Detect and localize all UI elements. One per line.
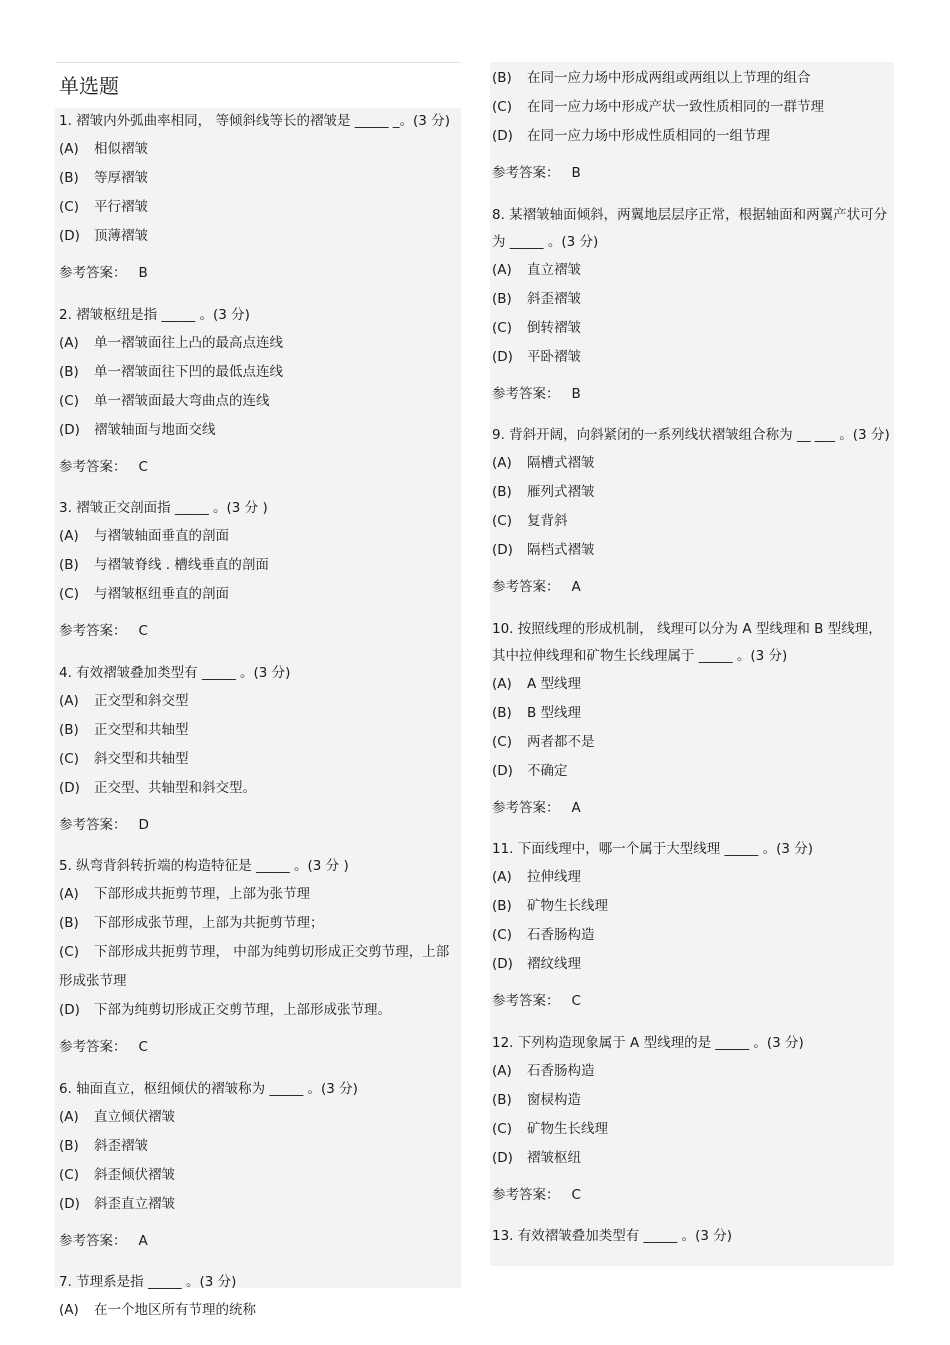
option-letter: (A) xyxy=(492,261,512,278)
answer-label: 参考答案： xyxy=(59,1232,127,1249)
option-text: 下部形成张节理，上部为共扼剪节理； xyxy=(94,915,324,931)
answer-option xyxy=(59,880,457,909)
option-letter: (D) xyxy=(492,128,513,144)
answer-label: 参考答案： xyxy=(59,816,127,833)
option-text: 褶纹线理 xyxy=(527,956,581,972)
reference-answer xyxy=(59,453,457,482)
option-letter: (D) xyxy=(59,228,80,244)
option-letter: (A) xyxy=(59,528,79,544)
reference-answer xyxy=(492,987,892,1016)
answer-option xyxy=(492,670,892,699)
question-block xyxy=(59,853,457,1062)
option-letter: (D) xyxy=(59,1195,80,1212)
answer-option xyxy=(492,314,892,343)
option-text: 在同一应力场中形成产状一致性质相同的一群节理 xyxy=(527,99,824,115)
question-block xyxy=(59,660,457,840)
option-text: 单一褶皱面往上凸的最高点连线 xyxy=(94,334,283,351)
question-stem: 1. 褶皱内外弧曲率相同， 等倾斜线等长的褶皱是 _____ _。(3 分) xyxy=(59,113,450,129)
answer-label: 参考答案： xyxy=(492,165,560,181)
option-text: 与褶皱脊线 . 槽线垂直的剖面 xyxy=(94,557,269,573)
answer-option xyxy=(59,358,457,387)
option-letter: (B) xyxy=(492,898,512,914)
option-text: 等厚褶皱 xyxy=(94,170,148,186)
question-stem: 2. 褶皱枢纽是指 _____ 。(3 分) xyxy=(59,306,250,323)
question-block xyxy=(59,1269,457,1325)
reference-answer xyxy=(492,794,892,823)
option-letter: (A) xyxy=(492,455,512,471)
answer-option xyxy=(59,745,457,774)
answer-value: B xyxy=(138,265,148,281)
question-stem: 4. 有效褶皱叠加类型有 _____ 。(3 分) xyxy=(59,664,291,681)
option-letter: (D) xyxy=(59,421,80,438)
answer-option xyxy=(59,1296,457,1325)
answer-option xyxy=(59,193,457,222)
answer-option xyxy=(59,580,457,609)
right-question-list xyxy=(492,62,892,1250)
option-letter: (D) xyxy=(59,1002,80,1018)
option-letter: (C) xyxy=(492,99,512,115)
option-letter: (B) xyxy=(59,557,79,573)
question-stem: 5. 纵弯背斜转折端的构造特征是 _____ 。(3 分 ) xyxy=(59,858,349,874)
answer-option xyxy=(492,1115,892,1144)
option-text: 矿物生长线理 xyxy=(527,898,608,914)
option-letter: (C) xyxy=(492,513,512,529)
answer-option xyxy=(59,909,457,938)
answer-option xyxy=(492,93,892,122)
option-letter: (C) xyxy=(59,944,79,960)
answer-option xyxy=(492,256,892,285)
option-letter: (C) xyxy=(59,392,79,409)
answer-option xyxy=(492,536,892,565)
answer-option xyxy=(492,1057,892,1086)
option-letter: (B) xyxy=(492,484,512,500)
option-letter: (C) xyxy=(59,1166,79,1183)
reference-answer xyxy=(492,573,892,602)
option-letter: (B) xyxy=(59,363,79,380)
answer-option xyxy=(492,343,892,372)
option-text: 雁列式褶皱 xyxy=(527,484,595,500)
question-stem: 11. 下面线理中，哪一个属于大型线理 _____ 。(3 分) xyxy=(492,841,814,857)
option-letter: (B) xyxy=(492,70,512,86)
option-text: 不确定 xyxy=(527,762,568,779)
option-letter: (B) xyxy=(492,290,512,307)
answer-option xyxy=(492,699,892,728)
option-text: 矿物生长线理 xyxy=(527,1120,608,1137)
reference-answer xyxy=(59,259,457,288)
answer-option xyxy=(59,1161,457,1190)
option-text: 平行褶皱 xyxy=(94,199,148,215)
reference-answer xyxy=(492,159,892,188)
option-letter: (A) xyxy=(59,692,79,709)
answer-label: 参考答案： xyxy=(492,385,560,402)
answer-option xyxy=(59,938,457,996)
right-column xyxy=(490,62,894,1266)
option-text: 与褶皱枢纽垂直的剖面 xyxy=(94,586,229,602)
answer-option xyxy=(492,757,892,786)
question-block xyxy=(59,108,457,288)
option-letter: (C) xyxy=(492,1120,512,1137)
answer-value: B xyxy=(571,385,581,402)
answer-option xyxy=(59,551,457,580)
answer-option xyxy=(59,222,457,251)
reference-answer xyxy=(492,380,892,409)
question-stem: 9. 背斜开阔，向斜紧闭的一系列线状褶皱组合称为 __ ___ 。(3 分) xyxy=(492,427,890,443)
question-block xyxy=(492,836,892,1016)
option-letter: (B) xyxy=(59,1137,79,1154)
option-text: 斜歪褶皱 xyxy=(527,290,581,307)
reference-answer xyxy=(59,811,457,840)
option-text: 下部为纯剪切形成正交剪节理，上部形成张节理。 xyxy=(94,1002,391,1018)
answer-option xyxy=(59,716,457,745)
option-letter: (D) xyxy=(492,762,513,779)
option-text: 斜歪褶皱 xyxy=(94,1137,148,1154)
answer-value: C xyxy=(138,458,148,475)
option-text: 在同一应力场中形成性质相同的一组节理 xyxy=(527,128,770,144)
answer-option xyxy=(59,164,457,193)
option-text: 直立褶皱 xyxy=(527,261,581,278)
answer-option xyxy=(492,449,892,478)
answer-value: A xyxy=(138,1232,148,1249)
answer-value: B xyxy=(571,165,581,181)
option-text: 正交型和斜交型 xyxy=(94,692,189,709)
option-letter: (A) xyxy=(59,141,79,157)
answer-option xyxy=(492,507,892,536)
answer-option xyxy=(59,1190,457,1219)
question-block xyxy=(492,1030,892,1210)
answer-option xyxy=(492,921,892,950)
option-letter: (B) xyxy=(59,915,79,931)
option-text: 在同一应力场中形成两组或两组以上节理的组合 xyxy=(527,70,811,86)
reference-answer xyxy=(59,617,457,646)
option-letter: (A) xyxy=(492,675,512,692)
option-text: 隔槽式褶皱 xyxy=(527,455,595,471)
answer-value: C xyxy=(571,993,581,1009)
answer-label: 参考答案： xyxy=(492,799,560,816)
answer-value: A xyxy=(571,579,581,595)
option-text: A 型线理 xyxy=(527,675,582,692)
option-text: 在一个地区所有节理的统称 xyxy=(94,1302,256,1318)
option-letter: (A) xyxy=(59,886,79,902)
option-text: 直立倾伏褶皱 xyxy=(94,1108,175,1125)
option-letter: (B) xyxy=(492,704,512,721)
answer-option xyxy=(59,329,457,358)
option-letter: (B) xyxy=(59,721,79,738)
option-letter: (D) xyxy=(492,348,513,365)
reference-answer xyxy=(59,1227,457,1256)
option-text: 斜交型和共轴型 xyxy=(94,750,189,767)
option-text: 窗棂构造 xyxy=(527,1091,581,1108)
option-text: 相似褶皱 xyxy=(94,141,148,157)
answer-option xyxy=(492,1144,892,1173)
answer-value: C xyxy=(571,1186,581,1203)
option-text: 拉伸线理 xyxy=(527,869,581,885)
option-text: 斜歪直立褶皱 xyxy=(94,1195,175,1212)
option-letter: (D) xyxy=(492,956,513,972)
option-text: 倒转褶皱 xyxy=(527,319,581,336)
section-title: 单选题 xyxy=(59,74,119,98)
option-text: 两者都不是 xyxy=(527,733,595,750)
question-block xyxy=(59,1076,457,1256)
answer-option xyxy=(492,64,892,93)
answer-option xyxy=(59,387,457,416)
answer-option xyxy=(492,950,892,979)
answer-option xyxy=(492,728,892,757)
answer-option xyxy=(59,687,457,716)
question-stem: 13. 有效褶皱叠加类型有 _____ 。(3 分) xyxy=(492,1228,733,1244)
option-letter: (D) xyxy=(59,779,80,796)
option-text: 下部形成共扼剪节理， 中部为纯剪切形成正交剪节理，上部形成张节理 xyxy=(59,944,450,989)
question-stem: 12. 下列构造现象属于 A 型线理的是 _____ 。(3 分) xyxy=(492,1034,804,1051)
option-letter: (C) xyxy=(59,199,79,215)
answer-value: C xyxy=(138,1039,148,1055)
option-text: 平卧褶皱 xyxy=(527,348,581,365)
option-text: B 型线理 xyxy=(527,704,582,721)
question-block xyxy=(59,495,457,646)
option-text: 正交型和共轴型 xyxy=(94,721,189,738)
answer-option xyxy=(492,122,892,151)
option-letter: (C) xyxy=(59,586,79,602)
question-block xyxy=(492,202,892,409)
option-text: 复背斜 xyxy=(527,513,568,529)
option-letter: (C) xyxy=(492,733,512,750)
option-text: 石香肠构造 xyxy=(527,1062,595,1079)
option-letter: (A) xyxy=(492,869,512,885)
answer-label: 参考答案： xyxy=(59,1039,127,1055)
question-block xyxy=(59,302,457,482)
option-text: 石香肠构造 xyxy=(527,927,595,943)
answer-value: C xyxy=(138,623,148,639)
answer-option xyxy=(492,478,892,507)
option-letter: (C) xyxy=(59,750,79,767)
answer-label: 参考答案： xyxy=(492,579,560,595)
option-letter: (C) xyxy=(492,319,512,336)
question-block xyxy=(492,1223,892,1250)
option-letter: (B) xyxy=(492,1091,512,1108)
option-text: 褶皱枢纽 xyxy=(527,1149,581,1166)
question-stem: 10. 按照线理的形成机制， 线理可以分为 A 型线理和 B 型线理， 其中拉伸线理和矿物生长线理属于 _____ 。(3 分) xyxy=(492,620,882,664)
question-stem: 3. 褶皱正交剖面指 _____ 。(3 分 ) xyxy=(59,500,268,516)
answer-label: 参考答案： xyxy=(59,265,127,281)
option-text: 褶皱轴面与地面交线 xyxy=(94,421,216,438)
answer-value: D xyxy=(138,816,149,833)
option-letter: (D) xyxy=(492,1149,513,1166)
answer-option xyxy=(59,416,457,445)
question-block xyxy=(492,422,892,602)
option-text: 顶薄褶皱 xyxy=(94,228,148,244)
option-text: 单一褶皱面最大弯曲点的连线 xyxy=(94,392,270,409)
answer-value: A xyxy=(571,799,581,816)
answer-option xyxy=(59,522,457,551)
left-question-list xyxy=(59,108,457,1325)
option-text: 正交型、共轴型和斜交型。 xyxy=(94,779,256,796)
answer-option xyxy=(59,1132,457,1161)
reference-answer xyxy=(492,1181,892,1210)
option-letter: (A) xyxy=(59,334,79,351)
option-text: 斜歪倾伏褶皱 xyxy=(94,1166,175,1183)
answer-option xyxy=(59,774,457,803)
option-text: 单一褶皱面往下凹的最低点连线 xyxy=(94,363,283,380)
section-header xyxy=(55,62,461,108)
option-text: 与褶皱轴面垂直的剖面 xyxy=(94,528,229,544)
question-stem: 6. 轴面直立，枢纽倾伏的褶皱称为 _____ 。(3 分) xyxy=(59,1080,358,1097)
answer-option xyxy=(492,1086,892,1115)
answer-option xyxy=(492,892,892,921)
answer-label: 参考答案： xyxy=(59,623,127,639)
answer-label: 参考答案： xyxy=(492,1186,560,1203)
reference-answer xyxy=(59,1033,457,1062)
answer-option xyxy=(59,135,457,164)
question-stem: 8. 某褶皱轴面倾斜，两翼地层层序正常，根据轴面和两翼产状可分为 _____ 。(3 分) xyxy=(492,206,888,250)
answer-label: 参考答案： xyxy=(59,458,127,475)
question-stem: 7. 节理系是指 _____ 。(3 分) xyxy=(59,1274,237,1290)
option-letter: (A) xyxy=(59,1108,79,1125)
option-letter: (A) xyxy=(492,1062,512,1079)
left-column xyxy=(55,62,461,1318)
question-block xyxy=(492,616,892,823)
option-letter: (C) xyxy=(492,927,512,943)
option-letter: (A) xyxy=(59,1302,79,1318)
answer-option xyxy=(59,1103,457,1132)
answer-option xyxy=(492,863,892,892)
option-text: 下部形成共扼剪节理，上部为张节理 xyxy=(94,886,310,902)
answer-option xyxy=(59,996,457,1025)
question-block xyxy=(492,64,892,188)
answer-option xyxy=(492,285,892,314)
option-letter: (B) xyxy=(59,170,79,186)
option-text: 隔档式褶皱 xyxy=(527,542,595,558)
answer-label: 参考答案： xyxy=(492,993,560,1009)
option-letter: (D) xyxy=(492,542,513,558)
